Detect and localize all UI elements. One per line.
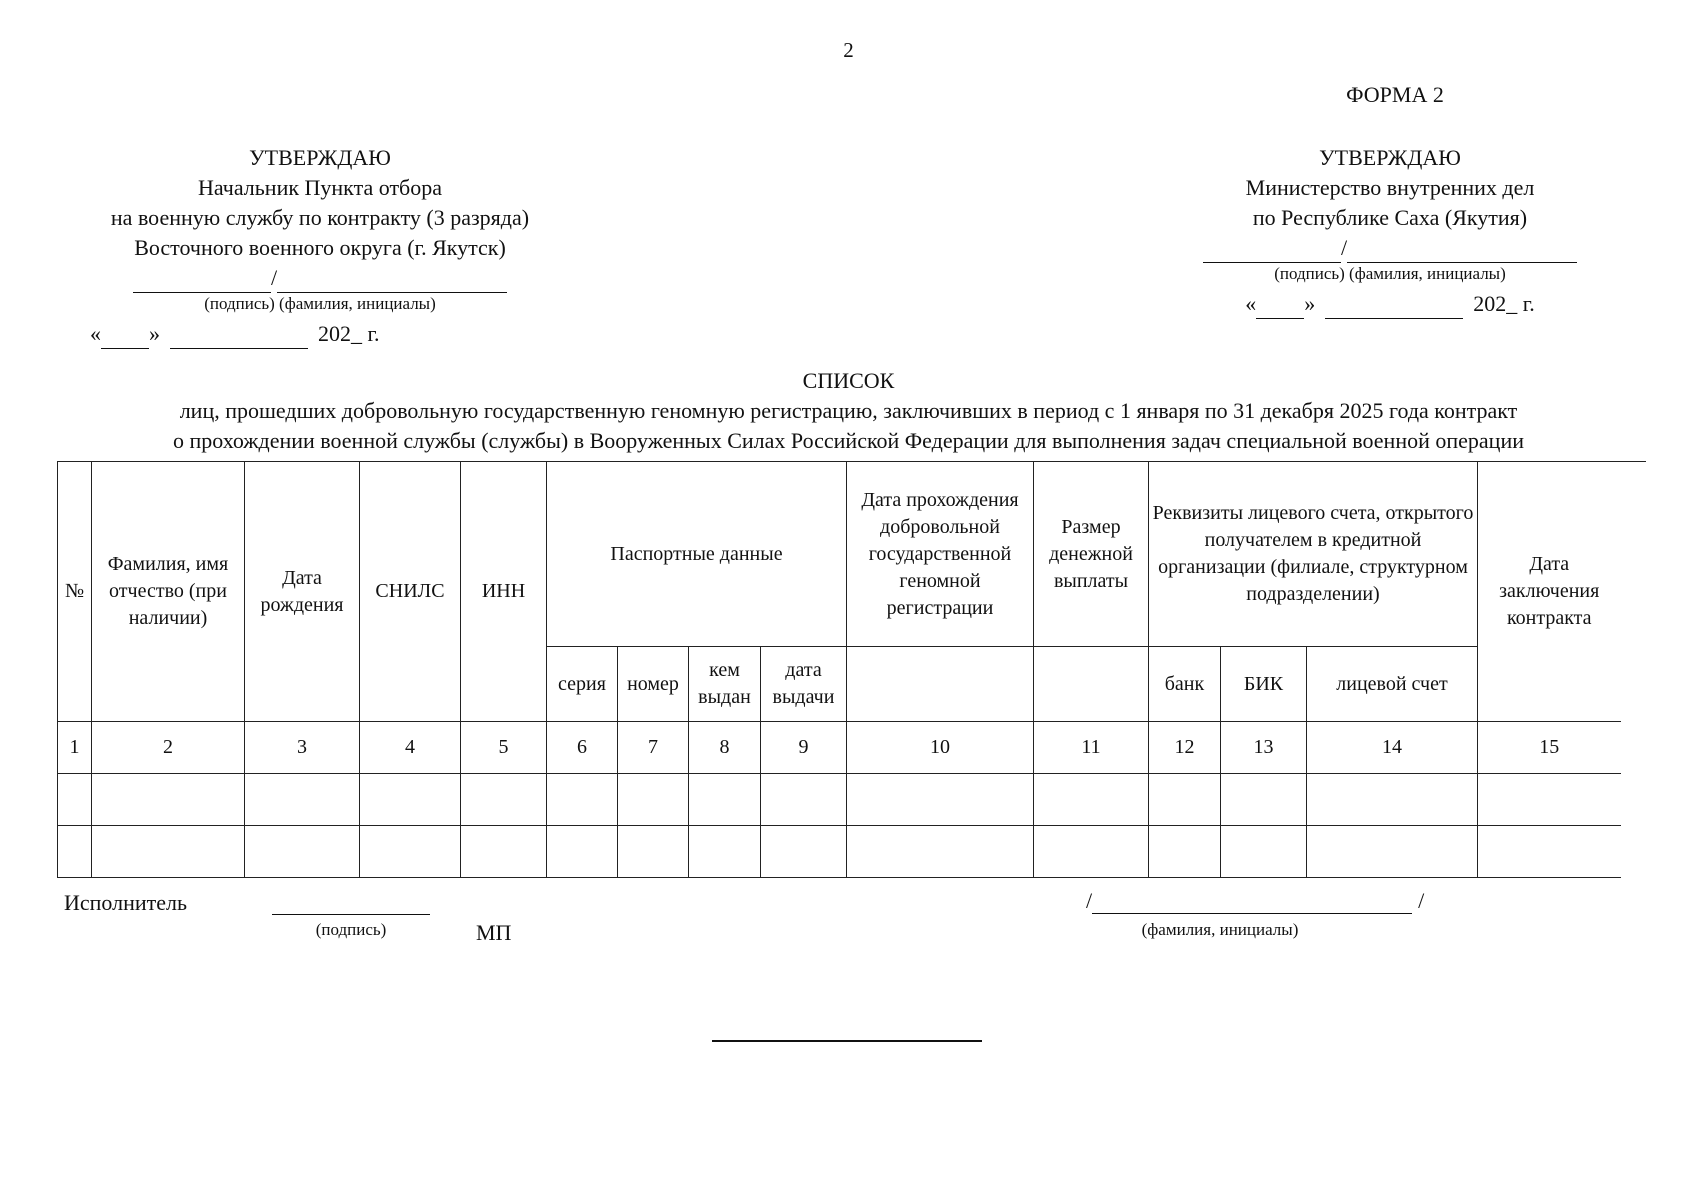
table-cell[interactable] [618, 774, 689, 826]
table-edge-line [1620, 461, 1646, 462]
table-cell[interactable] [1221, 774, 1307, 826]
approval-line: Начальник Пункта отбора [197, 175, 443, 200]
column-number-row [58, 722, 1621, 774]
stamp-label: МП [476, 920, 512, 945]
table-cell[interactable] [1221, 826, 1307, 878]
signature-line[interactable] [60, 263, 580, 293]
approval-line: Министерство внутренних дел [1245, 175, 1535, 200]
table-cell[interactable] [92, 826, 245, 878]
subheader-bik: БИК [1221, 647, 1307, 722]
table-header-row [58, 462, 1621, 647]
table-cell[interactable] [92, 774, 245, 826]
table-cell[interactable] [1307, 774, 1478, 826]
signature-line[interactable] [1130, 233, 1650, 263]
table-row [58, 774, 1621, 826]
approval-date[interactable] [60, 315, 580, 349]
column-number: 4 [360, 722, 461, 774]
table-cell[interactable] [547, 774, 618, 826]
column-number: 13 [1221, 722, 1307, 774]
column-number: 14 [1307, 722, 1478, 774]
page-number: 2 [843, 38, 854, 62]
slash-close: / [1418, 888, 1425, 913]
column-number: 7 [618, 722, 689, 774]
approval-date[interactable] [1130, 285, 1650, 319]
table-cell[interactable] [547, 826, 618, 878]
table-cell[interactable] [847, 774, 1034, 826]
subheader-bank: банк [1149, 647, 1221, 722]
subheader-issue-date: дата выдачи [761, 647, 847, 722]
year-text: 202_ г. [318, 321, 380, 346]
table-cell[interactable] [1149, 826, 1221, 878]
executor-label: Исполнитель [64, 890, 188, 915]
table-cell[interactable] [245, 826, 360, 878]
table-cell[interactable] [1307, 826, 1478, 878]
name-caption: (фамилия, инициалы) [1141, 920, 1299, 939]
executor-name-field[interactable] [1092, 891, 1412, 914]
signature-field[interactable] [1203, 240, 1341, 263]
table-cell[interactable] [245, 774, 360, 826]
table-cell[interactable] [360, 774, 461, 826]
header-payment: Размер денежной выплаты [1034, 462, 1149, 647]
table-cell[interactable] [761, 774, 847, 826]
list-title-block [0, 366, 1697, 456]
approval-line: Восточного военного округа (г. Якутск) [134, 235, 506, 260]
personnel-table [57, 461, 1621, 878]
header-passport: Паспортные данные [547, 462, 847, 647]
column-number: 12 [1149, 722, 1221, 774]
table-cell[interactable] [761, 826, 847, 878]
signature-field[interactable] [133, 270, 271, 293]
table-cell[interactable] [618, 826, 689, 878]
header-genome-date: Дата прохождения добровольной государственной геномной регистрации [847, 462, 1034, 647]
table-cell[interactable] [58, 774, 92, 826]
month-field[interactable] [170, 326, 308, 349]
approval-line: на военную службу по контракту (3 разряда) [110, 205, 530, 230]
subheader-empty [847, 647, 1034, 722]
date-quote-close: » [149, 321, 160, 346]
subheader-series: серия [547, 647, 618, 722]
column-number: 6 [547, 722, 618, 774]
header-account: Реквизиты лицевого счета, открытого получателем в кредитной организации (филиале, структурном подразделении) [1149, 462, 1478, 647]
table-cell[interactable] [689, 774, 761, 826]
column-number: 5 [461, 722, 547, 774]
table-cell[interactable] [1478, 826, 1621, 878]
header-num: № [58, 462, 92, 722]
column-number: 3 [245, 722, 360, 774]
list-title: СПИСОК [802, 368, 895, 393]
table-row [58, 826, 1621, 878]
list-subtitle-line: о прохождении военной службы (службы) в Вооруженных Силах Российской Федерации для выполнения задач специальной военной операции [172, 428, 1525, 453]
header-birth-date: Дата рождения [245, 462, 360, 722]
signature-caption: (подпись) (фамилия, инициалы) [1274, 264, 1506, 283]
name-field[interactable] [1347, 240, 1577, 263]
executor-signature-field[interactable] [272, 892, 430, 915]
column-number: 11 [1034, 722, 1149, 774]
header-inn: ИНН [461, 462, 547, 722]
signature-separator: / [1340, 235, 1348, 260]
column-number: 10 [847, 722, 1034, 774]
table-cell[interactable] [847, 826, 1034, 878]
executor-name-line[interactable] [1086, 888, 1424, 914]
header-snils: СНИЛС [360, 462, 461, 722]
subheader-issued-by: кем выдан [689, 647, 761, 722]
subheader-empty [1034, 647, 1149, 722]
subheader-number: номер [618, 647, 689, 722]
table-cell[interactable] [1034, 826, 1149, 878]
slash-open: / [1086, 888, 1093, 913]
table-cell[interactable] [461, 826, 547, 878]
column-number: 2 [92, 722, 245, 774]
column-number: 15 [1478, 722, 1621, 774]
signature-caption: (подпись) [315, 920, 387, 939]
header-fio: Фамилия, имя отчество (при наличии) [92, 462, 245, 722]
column-number: 8 [689, 722, 761, 774]
approval-heading: УТВЕРЖДАЮ [249, 145, 391, 170]
table-cell[interactable] [1478, 774, 1621, 826]
table-cell[interactable] [58, 826, 92, 878]
table-cell[interactable] [1149, 774, 1221, 826]
month-field[interactable] [1325, 296, 1463, 319]
table-cell[interactable] [461, 774, 547, 826]
day-field[interactable] [101, 326, 149, 349]
column-number: 9 [761, 722, 847, 774]
table-cell[interactable] [360, 826, 461, 878]
year-text: 202_ г. [1473, 291, 1535, 316]
signature-separator: / [270, 265, 278, 290]
subheader-account-no: лицевой счет [1307, 647, 1478, 722]
bottom-rule [712, 1040, 982, 1042]
day-field[interactable] [1256, 296, 1304, 319]
form-label: ФОРМА 2 [1346, 82, 1444, 107]
name-field[interactable] [277, 270, 507, 293]
list-subtitle-line: лиц, прошедших добровольную государственную геномную регистрацию, заключивших в период с 1 января по 31 декабря 2025 года контракт [179, 398, 1518, 423]
approval-line: по Республике Саха (Якутия) [1252, 205, 1528, 230]
date-quote-open: « [90, 321, 101, 346]
table-cell[interactable] [689, 826, 761, 878]
date-quote-open: « [1245, 291, 1257, 316]
approval-block-left [60, 143, 580, 349]
table-cell[interactable] [1034, 774, 1149, 826]
column-number: 1 [58, 722, 92, 774]
date-quote-close: » [1304, 291, 1316, 316]
approval-heading: УТВЕРЖДАЮ [1319, 145, 1461, 170]
approval-block-right [1130, 143, 1650, 319]
signature-caption: (подпись) (фамилия, инициалы) [204, 294, 436, 313]
header-contract-date: Дата заключения контракта [1478, 462, 1621, 722]
